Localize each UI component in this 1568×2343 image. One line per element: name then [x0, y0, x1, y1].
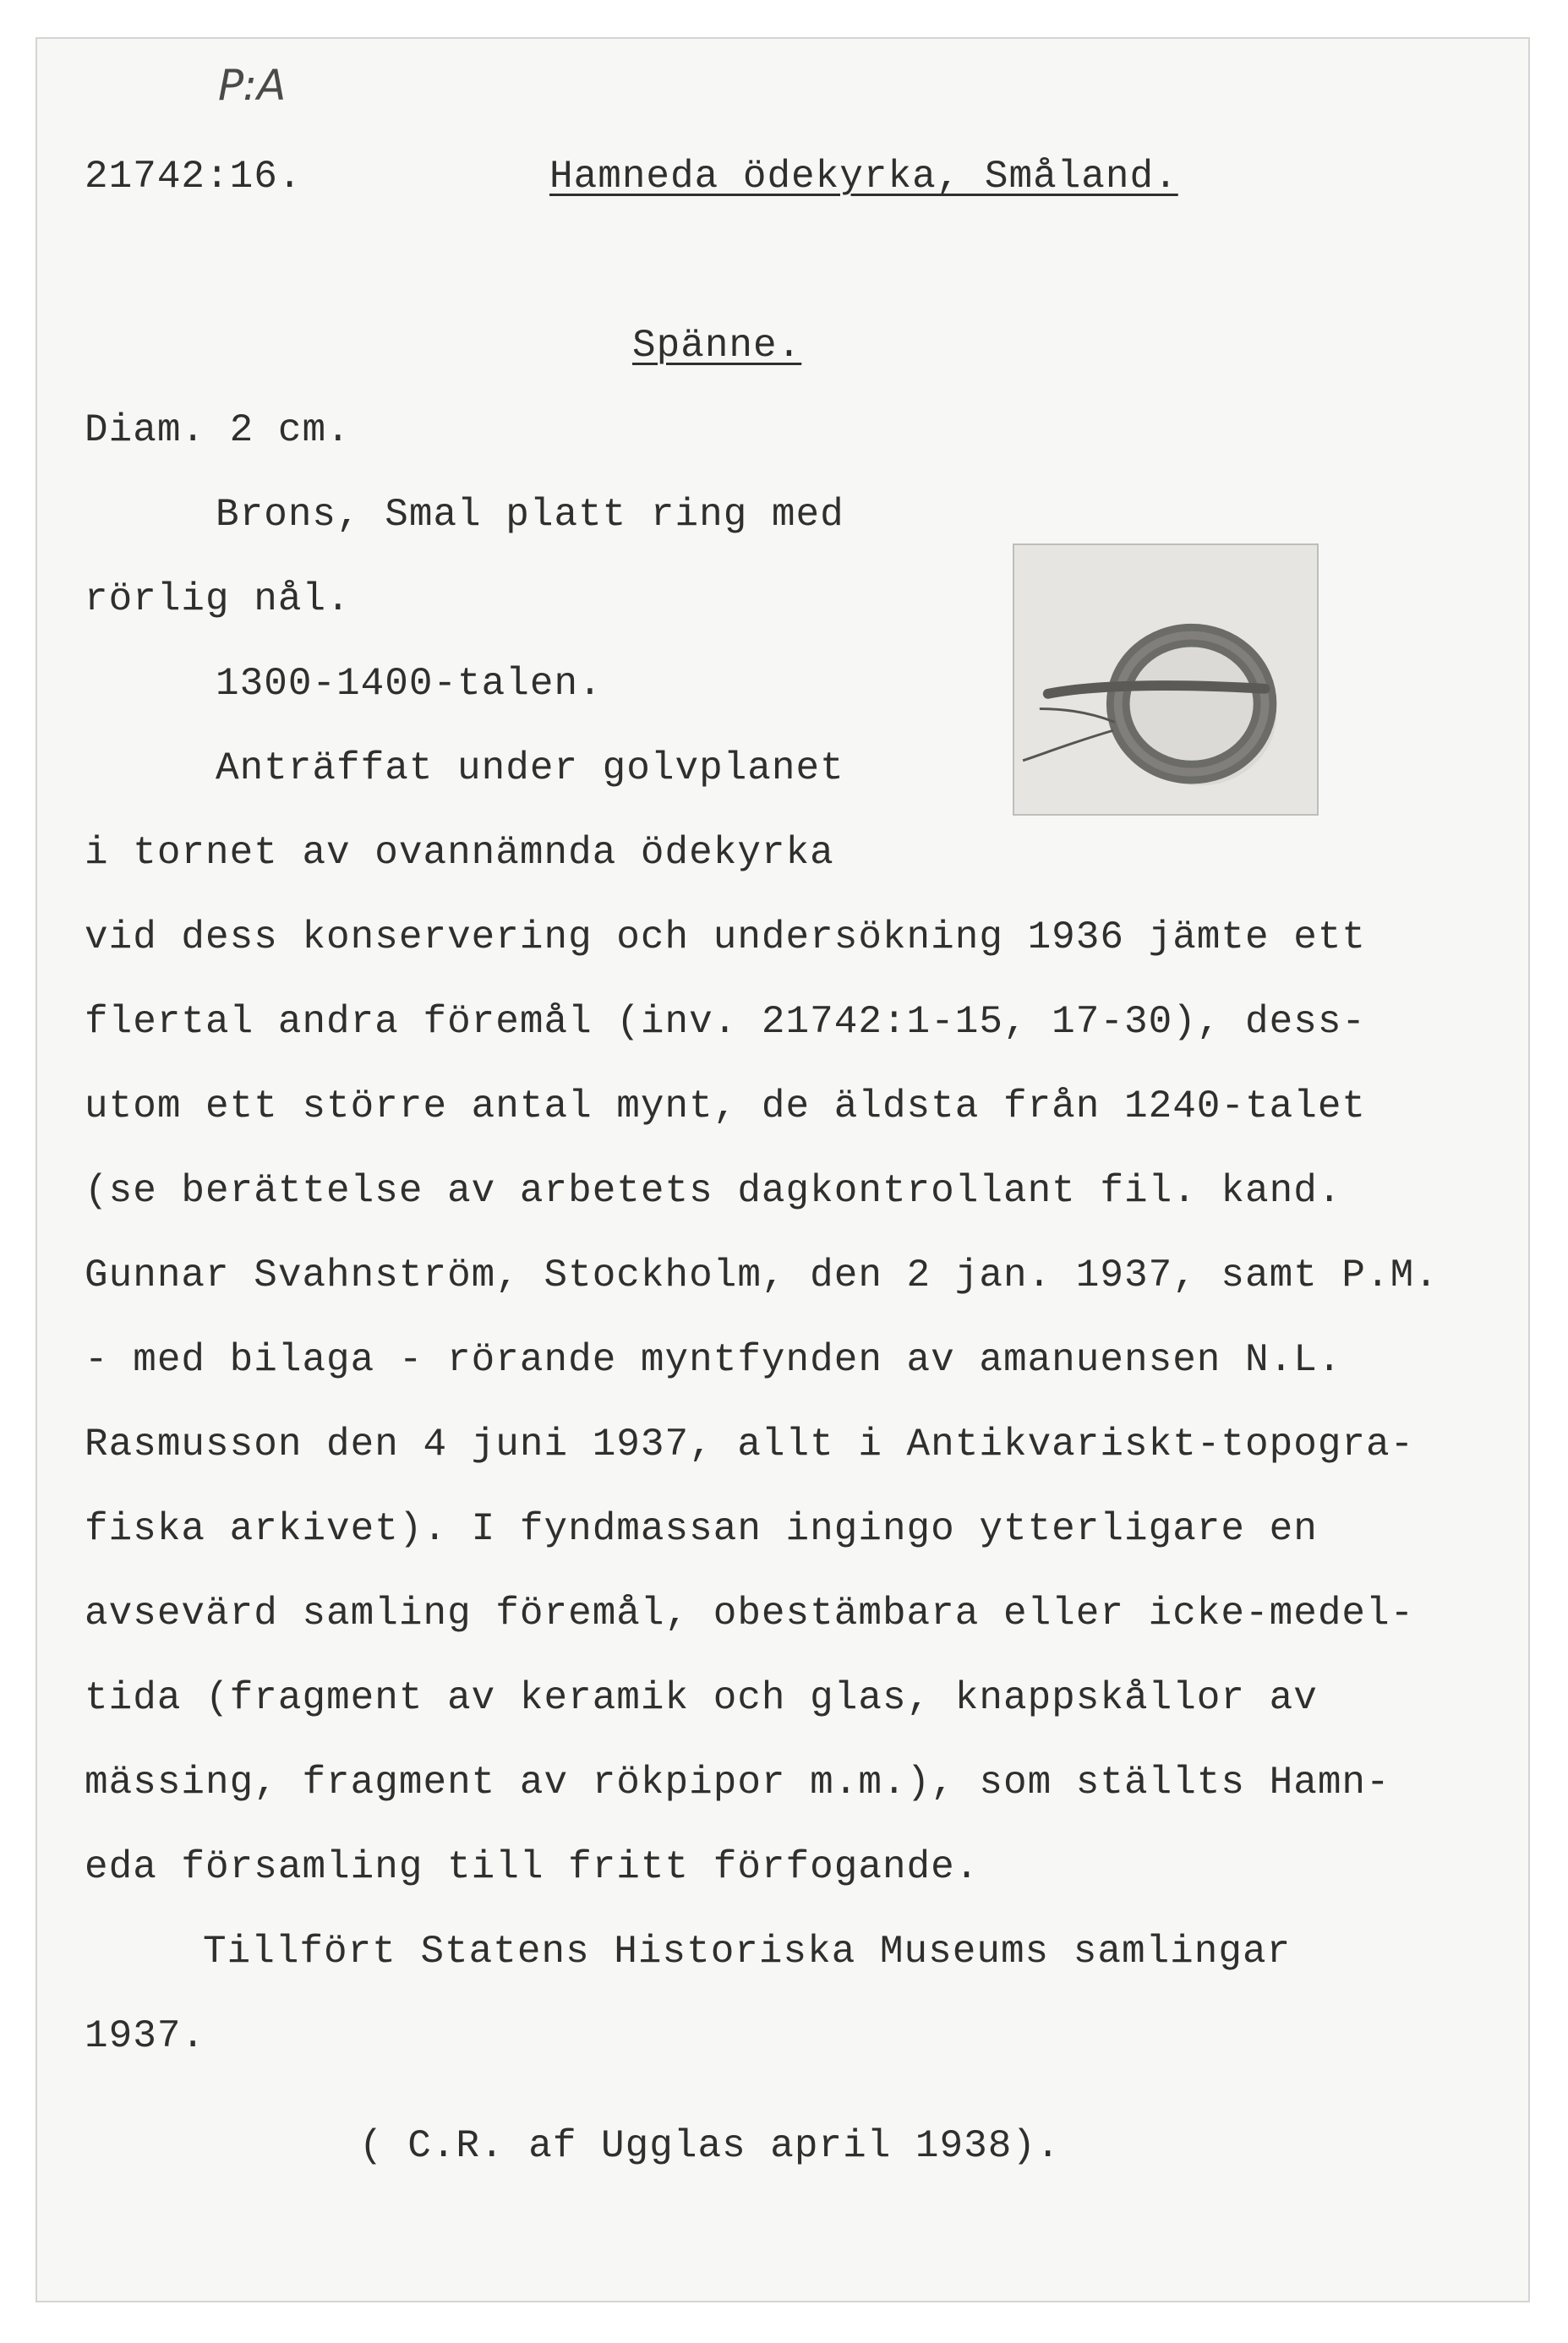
object-title: Spänne. [632, 324, 802, 368]
signature-line: ( C.R. af Ugglas april 1938). [359, 2124, 1061, 2168]
description-line: - med bilaga - rörande myntfynden av amanuensen N.L. [85, 1338, 1342, 1382]
location-heading: Hamneda ödekyrka, Småland. [549, 155, 1178, 199]
description-line: Gunnar Svahnström, Stockholm, den 2 jan. 1937, samt P.M. [85, 1253, 1439, 1297]
description-line: Tillfört Statens Historiska Museums samlingar [203, 1930, 1292, 1974]
description-line: Anträffat under golvplanet [216, 746, 844, 790]
description-line: eda församling till fritt förfogande. [85, 1845, 980, 1889]
description-line: mässing, fragment av rökpipor m.m.), som ställts Hamn- [85, 1761, 1390, 1805]
diameter-line: Diam. 2 cm. [85, 408, 351, 452]
description-line: avsevärd samling föremål, obestämbara eller icke-medel- [85, 1592, 1415, 1636]
description-line: fiska arkivet). I fyndmassan ingingo ytterligare en [85, 1507, 1318, 1551]
description-line: tida (fragment av keramik och glas, knappskållor av [85, 1676, 1318, 1720]
description-line: 1937. [85, 2014, 206, 2058]
brooch-photo [1013, 543, 1319, 816]
description-line: rörlig nål. [85, 577, 351, 621]
description-line: Brons, Smal platt ring med [216, 493, 844, 537]
description-line: i tornet av ovannämnda ödekyrka [85, 831, 834, 875]
pencil-mark: P:A [218, 61, 287, 110]
description-line: 1300-1400-talen. [216, 662, 603, 706]
description-line: vid dess konservering och undersökning 1936 jämte ett [85, 915, 1367, 959]
description-line: (se berättelse av arbetets dagkontrollant fil. kand. [85, 1169, 1342, 1213]
description-line: utom ett större antal mynt, de äldsta från 1240-talet [85, 1084, 1367, 1128]
description-line: flertal andra föremål (inv. 21742:1-15, 17-30), dess- [85, 1000, 1367, 1044]
ring-brooch-image [1014, 545, 1317, 814]
inventory-number: 21742:16. [85, 155, 303, 199]
description-line: Rasmusson den 4 juni 1937, allt i Antikvariskt-topogra- [85, 1423, 1415, 1466]
